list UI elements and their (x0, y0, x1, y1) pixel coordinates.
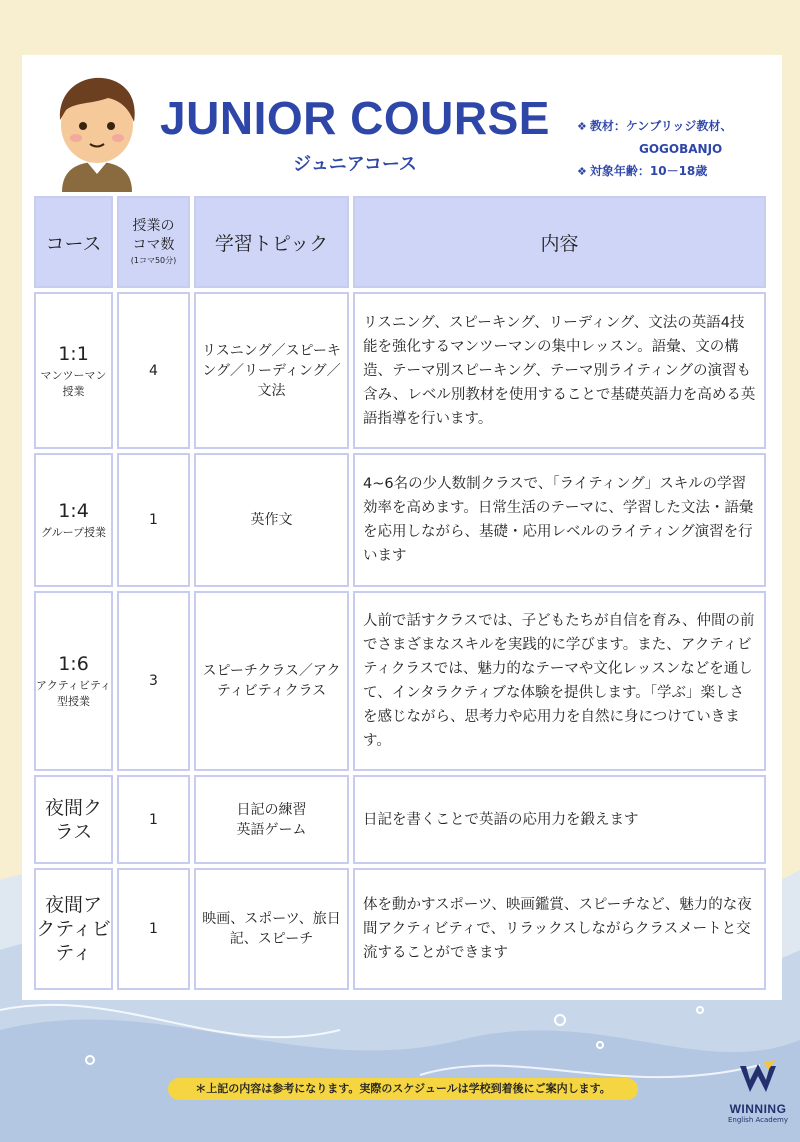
course-title: 夜間アクティビティ (36, 894, 111, 964)
course-subtitle: マンツーマン授業 (40, 368, 107, 398)
header-content: 内容 (353, 196, 766, 288)
row-topic: 映画、スポーツ、旅日記、スピーチ (194, 868, 349, 990)
page-title: JUNIOR COURSE (160, 92, 550, 144)
row-topic (194, 775, 349, 864)
row-sessions: 1 (117, 868, 190, 990)
course-title: 夜間クラス (44, 796, 102, 843)
row-topic: 英作文 (194, 453, 349, 587)
row-course (34, 868, 113, 990)
footer-note: ＊上記の内容は参考になります。実際のスケジュールは学校到着後にご案内します。 (168, 1078, 638, 1100)
table-row (34, 775, 766, 864)
row-sessions: 4 (117, 292, 190, 449)
table-row (34, 453, 766, 587)
row-sessions: 1 (117, 775, 190, 864)
header-topic: 学習トピック (194, 196, 349, 288)
info-materials: 教材：ケンブリッジ教材、 (589, 119, 733, 133)
course-subtitle: グループ授業 (40, 526, 107, 539)
header-sessions-line2: コマ数 (132, 237, 175, 253)
row-content: 日記を書くことで英語の応用力を鍛えます (353, 775, 766, 864)
logo-tag: English Academy (727, 1116, 789, 1124)
header-sessions-line1: 授業の (132, 218, 175, 234)
table-row (34, 591, 766, 771)
row-topic: リスニング／スピーキング／リーディング／文法 (194, 292, 349, 449)
row-topic: スピーチクラス／アクティビティクラス (194, 591, 349, 771)
diamond-bullet-icon: ❖ (577, 165, 587, 178)
table-header-row (34, 196, 766, 288)
row-course (34, 591, 113, 771)
boy-avatar-icon (52, 70, 142, 192)
row-course (34, 775, 113, 864)
logo-name: WINNING (729, 1102, 787, 1116)
row-course (34, 453, 113, 587)
header-sessions (117, 196, 190, 288)
row-content: リスニング、スピーキング、リーディング、文法の英語4技能を強化するマンツーマンの集中レッスン。語彙、文の構造、テーマ別スピーキング、テーマ別ライティングの演習も含み、レベル別教材を使用することで基礎英語力を高める英語指導を行います。 (353, 292, 766, 449)
table-row (34, 868, 766, 990)
winning-logo (722, 1058, 794, 1138)
row-sessions: 3 (117, 591, 190, 771)
course-title: 1:1 (58, 342, 89, 365)
topic-line1: 日記の練習 (236, 801, 307, 818)
info-materials-2: GOGOBANJO (639, 142, 723, 156)
winning-logo-icon (738, 1058, 778, 1098)
row-content: 4~6名の少人数制クラスで、「ライティング」スキルの学習効率を高めます。日常生活のテーマに、学習した文法・語彙を応用しながら、基礎・応用レベルのライティング演習を行います (353, 453, 766, 587)
course-title: 1:6 (58, 653, 89, 675)
table-row (34, 292, 766, 449)
course-table (30, 192, 770, 994)
diamond-bullet-icon: ❖ (577, 120, 587, 133)
header-course: コース (34, 196, 113, 288)
info-age: 対象年齢：10－18歳 (589, 164, 708, 178)
row-sessions: 1 (117, 453, 190, 587)
row-content: 人前で話すクラスでは、子どもたちが自信を育み、仲間の前でさまざまなスキルを実践的に学びます。また、アクティビティクラスでは、魅力的なテーマや文化レッスンなどを通して、インタラクティブな体験を提供します。「学ぶ」楽しさを感じながら、思考力や応用力を自然に身につけていきます。 (353, 591, 766, 771)
row-course (34, 292, 113, 449)
course-subtitle: アクティビティ型授業 (36, 679, 111, 708)
course-info (577, 115, 777, 183)
header-sessions-note: (1コマ50分) (130, 256, 177, 265)
topic-line2: 英語ゲーム (236, 821, 307, 838)
course-title: 1:4 (58, 500, 89, 522)
row-content: 体を動かすスポーツ、映画鑑賞、スピーチなど、魅力的な夜間アクティビティで、リラックスしながらクラスメートと交流することができます (353, 868, 766, 990)
page-subtitle: ジュニアコース (293, 154, 417, 175)
